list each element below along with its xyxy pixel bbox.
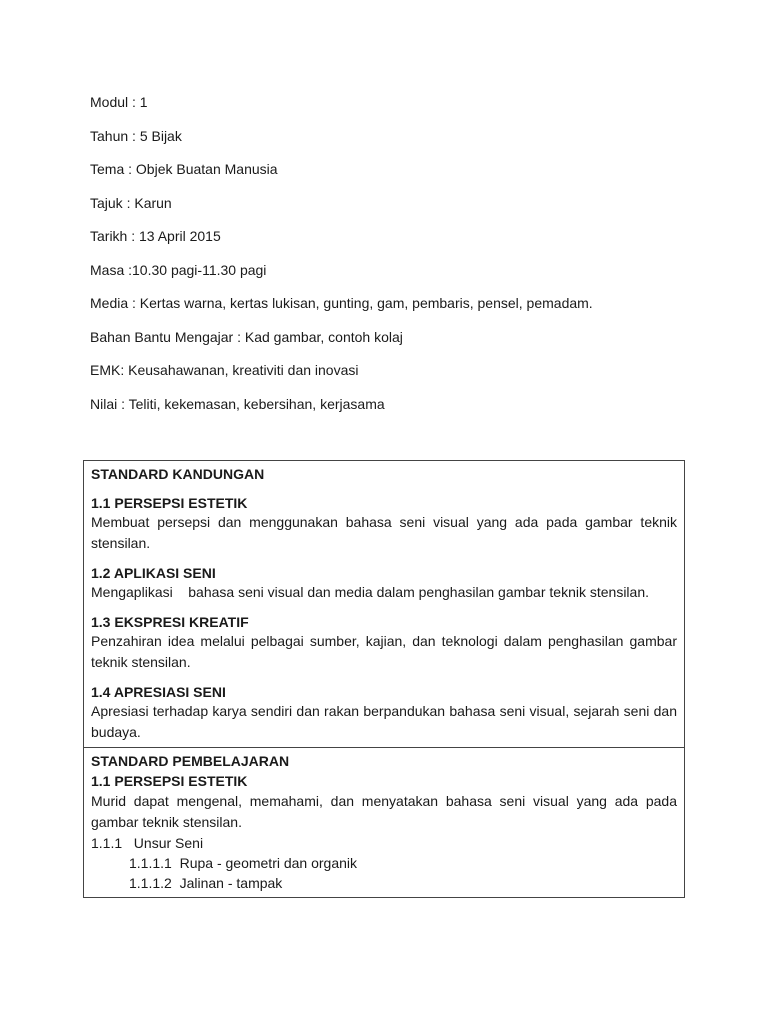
sp-subitem-jalinan: 1.1.1.2 Jalinan - tampak: [129, 875, 283, 891]
standard-pembelajaran-cell: [84, 748, 685, 898]
sk-section-1: [91, 494, 677, 554]
sk-section-body: Apresiasi terhadap karya sendiri dan rakan berpandukan bahasa seni visual, sejarah seni dan budaya.: [91, 703, 677, 740]
sp-subitem-rupa: 1.1.1.1 Rupa - geometri dan organik: [129, 855, 358, 871]
sk-section-title: 1.4 APRESIASI SENI: [91, 684, 226, 700]
sk-section-2: [91, 564, 677, 603]
sk-section-body: Penzahiran idea melalui pelbagai sumber, kajian, dan teknologi dalam penghasilan gambar teknik stensilan.: [91, 633, 677, 670]
sp-item-unsur-seni: 1.1.1 Unsur Seni: [91, 835, 204, 851]
sk-section-title: 1.3 EKSPRESI KREATIF: [91, 614, 249, 630]
bahan-bantu-line: Bahan Bantu Mengajar : Kad gambar, contoh kolaj: [90, 328, 403, 345]
sp-section-title: 1.1 PERSEPSI ESTETIK: [91, 773, 248, 789]
sk-section-title: 1.2 APLIKASI SENI: [91, 565, 216, 581]
tahun-line: Tahun : 5 Bijak: [90, 127, 182, 144]
sk-section-body: Membuat persepsi dan menggunakan bahasa seni visual yang ada pada gambar teknik stensilan.: [91, 514, 677, 551]
masa-line: Masa :10.30 pagi-11.30 pagi: [90, 261, 267, 278]
media-line: Media : Kertas warna, kertas lukisan, gunting, gam, pembaris, pensel, pemadam.: [90, 295, 593, 311]
emk-line: EMK: Keusahawanan, kreativiti dan inovasi: [90, 362, 359, 378]
standard-pembelajaran-title: STANDARD PEMBELAJARAN: [91, 753, 290, 769]
standards-table: [83, 460, 685, 898]
standard-kandungan-cell: [84, 461, 685, 748]
tajuk-line: Tajuk : Karun: [90, 194, 172, 211]
tema-line: Tema : Objek Buatan Manusia: [90, 161, 278, 177]
sk-section-3: [91, 613, 677, 673]
modul-line: Modul : 1: [90, 94, 148, 110]
sk-section-body: Mengaplikasi bahasa seni visual dan media dalam penghasilan gambar teknik stensilan.: [91, 584, 649, 600]
standard-kandungan-title: STANDARD KANDUNGAN: [91, 466, 265, 482]
sp-section-body: Murid dapat mengenal, memahami, dan menyatakan bahasa seni visual yang ada pada gambar teknik stensilan.: [91, 793, 677, 830]
tarikh-line: Tarikh : 13 April 2015: [90, 228, 221, 244]
standard-pembelajaran-row: [84, 748, 685, 898]
sk-section-4: [91, 683, 677, 743]
standard-kandungan-row: [84, 461, 685, 748]
sk-section-title: 1.1 PERSEPSI ESTETIK: [91, 495, 248, 511]
lesson-metadata: [90, 92, 690, 427]
nilai-line: Nilai : Teliti, kekemasan, kebersihan, kerjasama: [90, 395, 385, 412]
